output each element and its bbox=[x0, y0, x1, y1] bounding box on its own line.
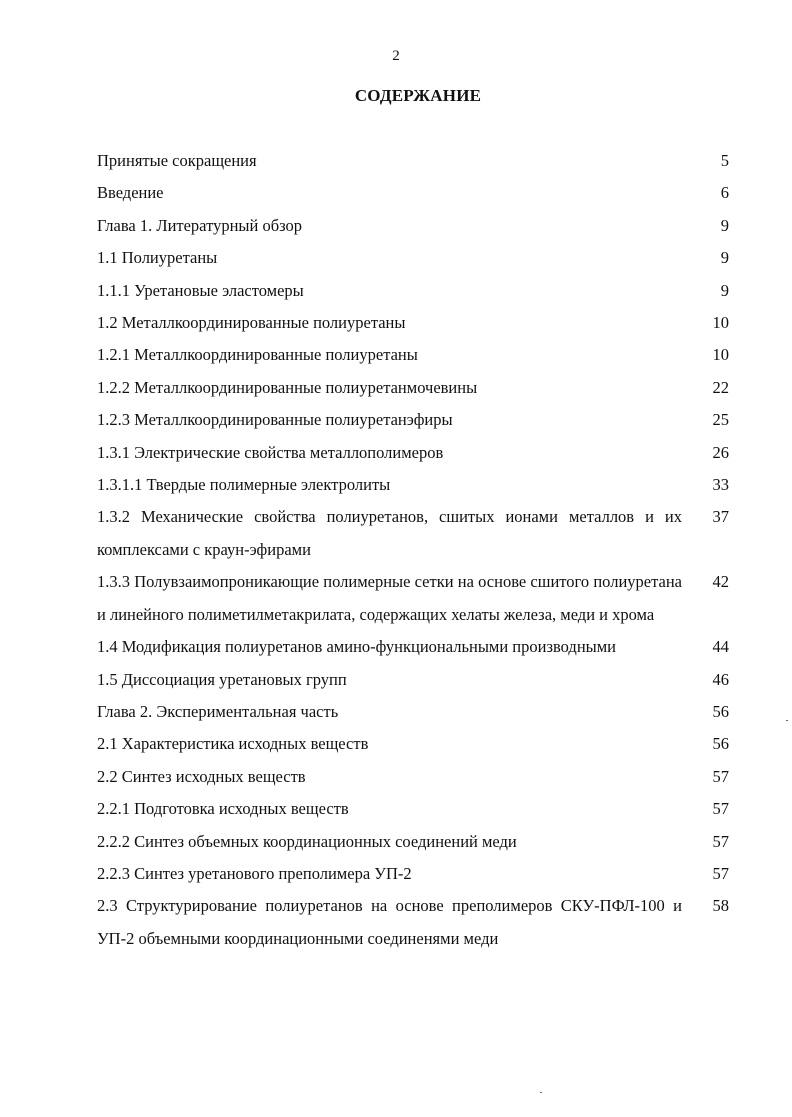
toc-entry bbox=[97, 664, 737, 696]
toc-entry-title: Принятые сокращения bbox=[97, 151, 257, 170]
toc-entry-page: 57 bbox=[712, 799, 729, 819]
toc-entry-page: 56 bbox=[712, 701, 729, 721]
toc-entry-page: 56 bbox=[712, 734, 729, 754]
toc-entry-page: 37 bbox=[712, 507, 729, 527]
toc-entry-page: 57 bbox=[712, 831, 729, 851]
toc-entry-title: 1.4 Модификация полиуретанов амино-функциональными производными bbox=[97, 637, 617, 657]
toc-entry-page: 9 bbox=[720, 248, 729, 268]
toc-entry bbox=[97, 145, 737, 177]
toc-entry-page: 57 bbox=[712, 863, 729, 883]
toc-entry-title: Глава 2. Экспериментальная часть bbox=[97, 701, 339, 721]
toc-entry-title: 1.2.3 Металлкоординированные полиуретанэфиры bbox=[97, 410, 453, 430]
toc-entry-page: 9 bbox=[720, 215, 729, 235]
toc-entry bbox=[97, 372, 737, 404]
toc-entry-title: 1.1 Полиуретаны bbox=[97, 248, 218, 268]
toc-entry-title: 1.3.3 Полувзаимопроникающие полимерные сетки на основе сшитого полиуретана и линейного полиметилметакрилата, содержащих хелаты железа, меди и хрома bbox=[97, 572, 682, 624]
toc-entry-page: 33 bbox=[712, 475, 729, 495]
toc-entry-page: 10 bbox=[712, 313, 729, 333]
table-of-contents bbox=[97, 145, 737, 955]
toc-entry-title: 2.3 Структурирование полиуретанов на основе преполимеров СКУ-ПФЛ-100 и УП-2 объемными координационными соединенями меди bbox=[97, 896, 682, 948]
toc-entry bbox=[97, 242, 737, 274]
toc-entry bbox=[97, 761, 737, 793]
toc-entry-title: 1.5 Диссоциация уретановых групп bbox=[97, 669, 347, 689]
toc-entry bbox=[97, 858, 737, 890]
toc-entry-title: 2.2.1 Подготовка исходных веществ bbox=[97, 799, 349, 819]
toc-entry-page: 10 bbox=[712, 345, 729, 365]
toc-entry-page: 9 bbox=[720, 280, 729, 300]
toc-entry-title: 1.1.1 Уретановые эластомеры bbox=[97, 280, 304, 300]
toc-entry-title: Глава 1. Литературный обзор bbox=[97, 215, 303, 235]
toc-entry-title: 1.2 Металлкоординированные полиуретаны bbox=[97, 313, 406, 333]
toc-entry-page: 58 bbox=[712, 896, 729, 916]
toc-entry bbox=[97, 404, 737, 436]
toc-entry-title: 2.2.3 Синтез уретанового преполимера УП-2 bbox=[97, 863, 412, 883]
toc-entry bbox=[97, 826, 737, 858]
toc-entry bbox=[97, 339, 737, 371]
toc-entry-page: 44 bbox=[712, 637, 729, 657]
toc-entry bbox=[97, 501, 737, 566]
scan-speck bbox=[786, 720, 788, 721]
toc-entry-title: 1.3.2 Механические свойства полиуретанов, сшитых ионами металлов и их комплексами с краун-эфирами bbox=[97, 507, 682, 559]
toc-entry bbox=[97, 210, 737, 242]
toc-entry bbox=[97, 631, 737, 663]
toc-entry-title: 1.3.1 Электрические свойства металлополимеров bbox=[97, 442, 444, 462]
scan-speck bbox=[540, 1092, 542, 1093]
toc-entry-title: 2.1 Характеристика исходных веществ bbox=[97, 734, 369, 754]
toc-entry-title: 2.2 Синтез исходных веществ bbox=[97, 766, 306, 786]
toc-entry-page: 22 bbox=[712, 377, 729, 397]
toc-entry-page: 5 bbox=[720, 151, 729, 170]
toc-entry bbox=[97, 469, 737, 501]
toc-entry-page: 46 bbox=[712, 669, 729, 689]
page-title: СОДЕРЖАНИЕ bbox=[354, 86, 482, 105]
toc-entry-title: Введение bbox=[97, 183, 164, 203]
page-number: 2 bbox=[392, 48, 400, 64]
toc-entry-page: 6 bbox=[720, 183, 729, 203]
toc-entry bbox=[97, 696, 737, 728]
toc-entry-title: 1.2.2 Металлкоординированные полиуретанмочевины bbox=[97, 377, 478, 397]
toc-entry bbox=[97, 793, 737, 825]
toc-entry-title: 1.2.1 Металлкоординированные полиуретаны bbox=[97, 345, 418, 365]
toc-entry bbox=[97, 275, 737, 307]
toc-entry bbox=[97, 728, 737, 760]
toc-entry bbox=[97, 890, 737, 955]
toc-entry-title: 2.2.2 Синтез объемных координационных соединений меди bbox=[97, 831, 517, 851]
toc-entry-page: 25 bbox=[712, 410, 729, 430]
toc-entry-title: 1.3.1.1 Твердые полимерные электролиты bbox=[97, 475, 391, 495]
toc-entry-page: 26 bbox=[712, 442, 729, 462]
toc-entry bbox=[97, 177, 737, 209]
toc-entry bbox=[97, 437, 737, 469]
toc-entry bbox=[97, 566, 737, 631]
toc-entry-page: 57 bbox=[712, 766, 729, 786]
toc-entry-page: 42 bbox=[712, 572, 729, 592]
toc-entry bbox=[97, 307, 737, 339]
